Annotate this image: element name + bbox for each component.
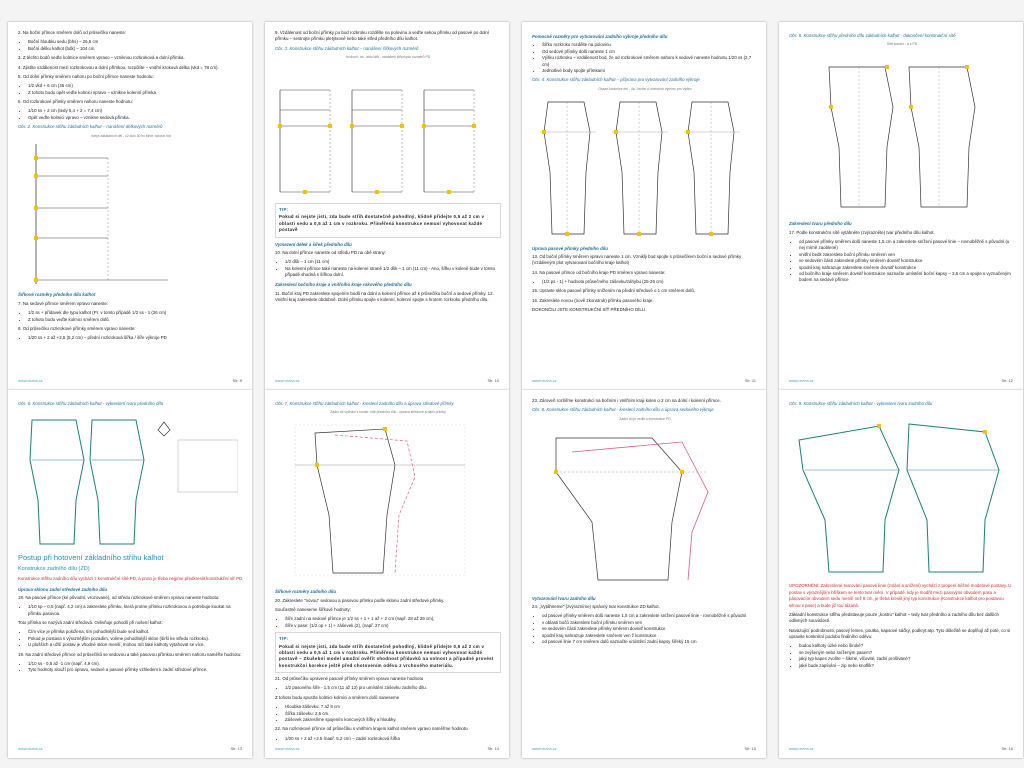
paragraph: 2. Na boční přímce směrem dolů od průsečíku naneste:	[18, 30, 127, 35]
page-content	[275, 30, 501, 372]
page-footer	[275, 746, 499, 752]
paragraph: Toto přímka se nazývá zadní středová. Ovlivňuje pohodlí při nošení kalhot:	[18, 620, 163, 626]
bullet-list	[18, 39, 244, 52]
page-content	[532, 398, 758, 740]
bullet-list	[18, 335, 244, 341]
figure-caption: Obr. 7. Konstrukce střihu základních kalhot - kreslení zadního dílu a úprava středové přímky	[275, 401, 454, 406]
page-number: Str. 15	[744, 746, 756, 752]
document-page	[779, 22, 1023, 390]
bullet-list	[275, 736, 501, 740]
tip-text: Pokud si nejste jisti, zda bude střih dostatečně pohodlný, klidně přidejte 0,5 až 2 cm v oblasti sedu a 0,5 až 1 cm v rozkroku. Přiměřená konstrukce nemusí vyhovovat každé postavě – Zkušební model umožní ověřit shodnost přídavků na volnost a případné provést konstrukční korekce ještě před chotovením oděvu z vrchového materiálu.	[279, 643, 494, 668]
footer-url: www.rezna.cz	[18, 378, 43, 384]
list-item: • Šíře v pase: (1/2 op + 1) + záševek (2), (např. 27 cm)	[285, 623, 501, 629]
page-footer	[275, 378, 499, 384]
page-content	[789, 398, 1015, 740]
section-heading: Šířkové rozměry zadního dílu	[275, 589, 336, 595]
bullet-list	[18, 310, 244, 323]
list-item: • 1/20 ss + 2 až +2,5 (5,2 cm) – přední rozkroková šířka / šíře výkroje PD	[28, 335, 244, 341]
list-item: • U plošších a užší postav je vhodné sklon menší, mohou mít také kalhoty vytahovat se více.	[28, 642, 244, 648]
pattern-drawing	[18, 410, 238, 550]
figure-label: Zadní díl je vedle s konstrukce PD	[619, 416, 671, 421]
list-item: • Jednotlivé body spojte přímkami	[542, 68, 758, 74]
list-item: • Šířku rozkroku rozdělte na polovinu	[542, 42, 758, 48]
list-item: • Boční hloubku sedu (bhs) – 26,5 cm	[28, 39, 244, 45]
list-item: • ve sedovém části zakreslete přímky směrem dovnitř konstrukce	[799, 258, 1015, 264]
paragraph: Základní konstrukce střihu představuje pouze „kostru" kalhot – tedy tvar předního a zadního dílu bez dalších odlivných souvislostí.	[789, 611, 999, 624]
pattern-drawing	[532, 92, 752, 242]
paragraph: 18. Na pasové přímce (ké původní, vrozované), od středu rozkrokové směrem vpravo naneste hodnotu:	[18, 594, 220, 600]
list-item: • Z tohoto bodu opět veďte kolmici vpravo – vznikne kolenní přímka.	[28, 90, 244, 96]
section-heading: Zakreslení bočního kraje a vnitřního kraje rokového předního dílu	[275, 282, 412, 288]
bullet-list	[275, 685, 501, 691]
paragraph: DOKONČILI JSTE KONSTRUKČNÍ SÍŤ PŘEDNÍHO DÍLU.	[532, 307, 647, 313]
tip-heading: TIP:	[279, 636, 289, 642]
paragraph: Navazující podrobnosti, pasový lemex, poutka, kapsové sáčky, podkryt atp. Tyto důležitě se doplňují až poté, co si upravíte konkrétní podobu finálního oděvu:	[789, 627, 1011, 639]
paragraph: 20. Zakreslete "novou" sedovou a pasovou přímku podle sklonu zadní středové přímky.	[275, 597, 445, 603]
pattern-drawing	[789, 47, 1009, 217]
document-page	[779, 390, 1023, 758]
figure	[18, 410, 244, 550]
section-heading: Zakreslení tvaru předního dílu	[789, 221, 852, 227]
list-item: • spodní kraj nahrazuje zakreslete směrem ven ž konstrukce	[542, 633, 758, 639]
paragraph: Z tohoto bodu spusťte kolmici kolmici a směrem dolů naneseme	[275, 694, 400, 700]
list-item: • ve sedovém části zakreslete přímky směrem dovnitř konstrukce	[542, 626, 758, 632]
document-page	[8, 390, 252, 758]
figure-label: Sítě soudní - a s PD	[886, 42, 918, 47]
list-item: • od pasové přímky směrem dolů naneste 1,5 cm a zakreslete snížení pasové linie - rovnoběžně s původní	[542, 613, 758, 619]
figure-label: fn dlouh: na - stricl dib - nanášení šířkových rozměrů PD	[345, 55, 431, 60]
page-number: Str. 10	[487, 378, 499, 384]
list-item: • od pasové přímky směrem dolů naneste 1,5 cm a zakreslete snížení pasové linie – rovnoběžně s původní (u nej mírně zaoblené)	[799, 239, 1015, 252]
section-heading: Vymezení délek a šířek předního dílu	[275, 241, 352, 247]
list-item: • Šíře zadní na sedové přímce je 1/2 ss + 1 + 1 až + 2 cm (např. 28 až 29 cm),	[285, 616, 501, 622]
bullet-list	[275, 704, 501, 723]
figure	[275, 55, 501, 200]
tip-box	[275, 203, 501, 238]
bullet-list	[532, 42, 758, 74]
list-item: • od pasové linie 7 cm směrem dolů naznačte umístění zadní kapsy šířeký 15 cm	[542, 639, 758, 645]
page-footer	[532, 378, 756, 384]
paragraph: 17. Podle konstrukční sítě vytáhněte (zvýrazněte) tvar předního dílu kalhot.	[789, 229, 935, 235]
list-item: • Opět veďte kolmici vpravo – vznikne sedová přímka.	[28, 115, 244, 121]
list-item: • Záševek zakreslíme spojením koncových šířky a hloubky.	[285, 717, 501, 723]
list-item: • Boční délku kalhot (bdk) – 104 cm	[28, 46, 244, 52]
figure	[789, 42, 1015, 217]
paragraph: 22. Na rozkrokové přímce od průsečíku s vnitřním krajem kalhot směrem vpravo naměřme hodnotu	[275, 726, 468, 732]
list-item: • 1/2 dšk – 1 cm (11 cm)	[285, 259, 501, 265]
list-item: • Šířka záševku: 2,5 cm.	[285, 711, 501, 717]
chapter-title: Postup při hotovení základního střihu kalhot	[18, 553, 164, 563]
paragraph: 19. Na zadní středové přímce od průsečíků se sedovou a také pasovou přímkou směrem nahoru naměřte hodnotu:	[18, 651, 242, 657]
page-content	[18, 30, 244, 372]
list-item: • 1/2 vkd + 6 cm (45 cm)	[28, 83, 244, 89]
pattern-drawing	[532, 422, 752, 592]
section-heading: Úprava sklonu zadní středové zadního dílu	[18, 586, 108, 592]
paragraph: 21. Od průsečíku upravené pasové přímky směrem vpravo naneste hodnotu	[275, 676, 424, 682]
paragraph: 7. Na sedové přímce směrem vpravo naneste:	[18, 300, 109, 306]
section-heading: Úprava pasové přímky předního dílu	[532, 245, 608, 251]
bullet-list	[18, 83, 244, 96]
page-content	[532, 30, 758, 372]
figure	[789, 410, 1015, 580]
tip-text: Pokud si nejste jisti, zda bude střih dostatečně pohodlný, klidně přidejte 0,5 až 2 cm v oblasti sedu a 0,5 až 1 cm v rozkroku. Přiměřená konstrukce nemusí vyhovovat každé postavě	[279, 214, 485, 233]
paragraph: 15. Upravte sklon pasové přímky snížením na přední středové o 1 cm směrem dolů.	[532, 288, 696, 294]
pattern-drawing	[18, 138, 238, 288]
list-item: • od bočního kraje směrem dovnitř konstrukce naznačte umístění boční kapsy – 3,5 cm a spojte s vyznačeným bodem na sedové přímce	[799, 271, 1015, 284]
paragraph: 16. Zakreslete novou (nově zkonstruk) přímku pasového kraje.	[532, 297, 654, 303]
page-number: Str. 14	[487, 746, 499, 752]
list-item: • Hloubka záševku: 7 až 8 cm	[285, 704, 501, 710]
figure-caption: Obr. 3. Konstrukce střihu základních kalhot – nanášení šířkových rozměrů	[275, 45, 419, 51]
figure	[18, 134, 244, 289]
figure-label: Zadní díl vycházi z konstr. sítě předního dílu - úprava středové a další přímky	[330, 410, 446, 415]
pattern-drawing	[789, 410, 1009, 580]
bullet-list	[18, 108, 244, 121]
bullet-list	[532, 279, 758, 285]
page-footer	[789, 746, 1013, 752]
figure-label: Osazé koncnice del - 4a : buňte cl zvěnícím výmoru pro výdev	[598, 86, 692, 91]
footer-url: www.rezna.cz	[275, 746, 300, 752]
warning-note: UPOZORNĚNÍ: Zakreslené tvarování pasové linie (zvlání a snížení) vychází z propení běžné modelové postavy. U postav s výraznějším bříškem se tento tvar mění. V případě, kdy je modřit mezi pasovými obvodem pasu a pásovacím obvodem sedu menší než 8 cm, je třeba kreslit jiný typ konstrukce (Konstrukce kalhot pro postavou silnou v pase) a bude již tou tázaná.	[789, 583, 1012, 608]
footer-url: www.rezna.cz	[532, 378, 557, 384]
page-content	[275, 398, 501, 740]
figure-caption: Obr. 5. Konstrukce střihu předního dílu základních kalhot - dokončení konstrukční sítě	[789, 33, 956, 38]
paragraph: 5. Od dolní přímky směrem nahoru po boční přímce naneste hodnotu:	[18, 73, 154, 79]
list-item: • Na kolenní přímce také naneste na kolenní straně 1/2 dšk – 1 cm (11 cm) - Ano, šířku v koleně bude v tomto případě shodná s šířkou dolní.	[285, 266, 501, 279]
document-page	[522, 22, 766, 390]
document-page	[265, 22, 509, 390]
list-item: • Tyto hodnoty slouží pro úpravu, sedavé a pasové přímky vzhledem k zadní středové přímce.	[28, 667, 244, 673]
list-item: • 1/10 ss + 2 cm (tedy 5,4 + 2 = 7,4 cm)	[28, 108, 244, 114]
list-item: • 1/20 ss + 2 až +2,5 (např. 5,2 cm) – zadní rozkroková šířka	[285, 736, 501, 740]
bullet-list	[532, 613, 758, 645]
page-number: Str. 9	[232, 378, 242, 384]
page-footer	[18, 378, 242, 384]
paragraph: 23. Zároveň rozšiřme konstrukci na bočním i vnitřním kraji kolen o 2 cm na dolní i kolenní přímce.	[532, 398, 721, 403]
section-heading: Šířkové rozměry předního dílu kalhot	[18, 292, 96, 298]
paragraph: 6. Od rozkrokové přímky směrem nahoru naneste hodnotu:	[18, 99, 133, 104]
page-number: Str. 16	[1001, 746, 1013, 752]
figure-caption: Obr. 4. Konstrukce střihu základních kalhot – příprava pro vytvarování zadního výkroje	[532, 77, 700, 83]
list-item: • Pokud je postava s výraznějším pozadím, volíme pohodlnější sklon (širší ke středu rozkroku).	[28, 636, 244, 642]
figure	[275, 410, 501, 585]
figure	[532, 87, 758, 242]
bullet-list	[18, 604, 244, 617]
paragraph: 8. Od průsečíku rozkrokové přímky směrem vpravo naneste:	[18, 325, 136, 331]
pattern-drawing	[275, 60, 495, 200]
list-item: • 1/10 sp – 0,5 (např. 4,2 cm) a zakreslete přímku, která protne přímku rozkrokovou a potrebuje koukat na přímku pasovou.	[28, 604, 244, 617]
bullet-list	[275, 259, 501, 278]
document-page	[265, 390, 509, 758]
list-item: • jaký typ kapes zvolíte – šikmé, vlčovité, zadní prošívané?	[799, 656, 1015, 662]
page-footer	[18, 746, 242, 752]
paragraph: Součastně naneseme šířkové hodnoty:	[275, 607, 351, 613]
figure-caption: Obr. 8. Konstrukce střihu základních kalhot - kreslení zadního dílu a úprava sedového výkroje	[532, 407, 714, 413]
bullet-list	[789, 239, 1015, 284]
list-item: • 1/10 ss - 0,5 až -1 cm (např. 4,9 cm).	[28, 661, 244, 667]
bullet-list	[275, 616, 501, 629]
tip-heading: TIP:	[279, 207, 289, 213]
list-item: • Z tohoto bodu veďte kolmici směrem dolů.	[28, 317, 244, 323]
footer-url: www.rezna.cz	[789, 378, 814, 384]
page-footer	[789, 378, 1013, 384]
page-number: Str. 11	[744, 378, 756, 384]
footer-url: www.rezna.cz	[18, 746, 43, 752]
list-item: • se zvýšeným nebo sníženým pasem?	[799, 650, 1015, 656]
footer-url: www.rezna.cz	[275, 378, 300, 384]
list-item: • spodní kraj nahrazuje zakreslete směrem dovnitř konstrukce	[799, 265, 1015, 271]
figure-label: nárys základních del - c2 sklo 30 hx ktmh: tahvun ind	[91, 133, 171, 138]
list-item: • Od sedové přímky dolů naneste 1 cm	[542, 49, 758, 55]
warning-note: Konstrukce střihu zadního dílu vychází z konstrukční sítě PD, a proto je třeba nejprve předkreslit konstrukční síť PD.	[18, 576, 244, 582]
figure-caption: Obr. 2. Konstrukce střihu základních kalhot – nanášení délkových rozměrů	[18, 124, 163, 130]
document-page	[522, 390, 766, 758]
bullet-list	[789, 643, 1015, 669]
footer-url: www.rezna.cz	[789, 746, 814, 752]
paragraph: 9. Vzdálenost od boční přímky po bod rozkroku rozdělte na polovinu a veďte sekou přímku od pasové po dolní přímku – sestrojte přímku pletýtsové nebo také střed předního dílu kalhot.	[275, 30, 490, 42]
paragraph: 14. Na pasové přímce od bočního kraje PD směrem vpravo naneste:	[532, 269, 666, 275]
page-number: Str. 12	[1001, 378, 1013, 384]
list-item: • Čím více je přímka položena, tím pohodlnější bude sed kalhot.	[28, 629, 244, 635]
list-item: • budou kalhoty úzké nebo široké?	[799, 643, 1015, 649]
figure	[532, 417, 758, 592]
page-content	[789, 30, 1015, 372]
list-item: • jaké bude zapínání – zip nebo knoflík?	[799, 663, 1015, 669]
bullet-list	[18, 661, 244, 674]
list-item: • 1/2 pasového šíře - 1,5 cm (11 až 12) pro umístění záševku zadního dílu.	[285, 685, 501, 691]
list-item: • vnitřní bedk zakreslete boční přímku směrem ven	[799, 252, 1015, 258]
page-footer	[532, 746, 756, 752]
document-page	[8, 22, 252, 390]
paragraph: 11. Boční kraj PD zakreslete spojením bodů na dolní a kolenní přímce až k průsečíku boční a sedové přímky. 12. Vnitřní kraj zakreslete obdobně. Dolní přímku spojte s kolenní, kolenní spojte s hrotem rozkroku předního dílu.	[275, 290, 494, 303]
figure-caption: Obr. 9. Konstrukce střihu základních kalhot - vykreslení tvaru zadního dílu	[789, 401, 933, 406]
pattern-drawing	[275, 415, 495, 585]
list-item: • v oblasti bočů zakreslete boční přímku směrem ven	[542, 620, 758, 626]
section-heading: Pomocné rozměry pro vytvarování zadního výkroje předního dílu	[532, 34, 668, 39]
paragraph: 13. Od boční přímky směrem vpravo naneste 1 cm. Vzniklý bod spojte s průsečíkem boční a sedové přímky (Vzdáleným plot vytvarovaní bočního kraje kalhot)	[532, 253, 742, 266]
bullet-list	[18, 629, 244, 648]
paragraph: 10. Na dolní přímce naneste od středu PD na obě strany:	[275, 249, 387, 255]
paragraph: 24. „Vytáhneme" (zvýrazníme) správný tvar konstrukce ZD kalhot.	[532, 604, 660, 610]
page-content	[18, 398, 244, 740]
paragraph: 4. Zjistíte vzdálenost mezi rozkrokovou a dolní přímkou, rozpůlíte – vnitřní kroková délka (vkd = 78 cm).	[18, 64, 219, 70]
chapter-subtitle: Konstrukce zadního dílu (ZD)	[18, 566, 90, 573]
page-number: Str. 13	[230, 746, 242, 752]
figure-caption: Obr. 6. Konstrukce střihu základních kalhot - vykreslení tvaru předního dílu	[18, 401, 164, 406]
section-heading: Vytvarování tvaru zadního dílu	[532, 595, 596, 601]
paragraph: 3. Z těchto bodů veďte kolmice směrem vpravo – vzniknou rozkroková a dolní přímka.	[18, 55, 185, 61]
list-item: • 1/2 ss + přídavek dle typu kalhot (Pr. v tomto případě 1/2 ss - 1 (26 cm)	[28, 310, 244, 316]
list-item: • Výšku rozkroku – vzdálenost bod, že od rozkrokové směrem nahoru k sedové naneste hodnotu 1/20 ss (2,7 cm)	[542, 55, 758, 68]
list-item: • (1/2 ps - 1) + hodnota průsečného záševku/záhybu (25-26 cm)	[542, 279, 758, 285]
tip-box	[275, 632, 501, 673]
footer-url: www.rezna.cz	[532, 746, 557, 752]
